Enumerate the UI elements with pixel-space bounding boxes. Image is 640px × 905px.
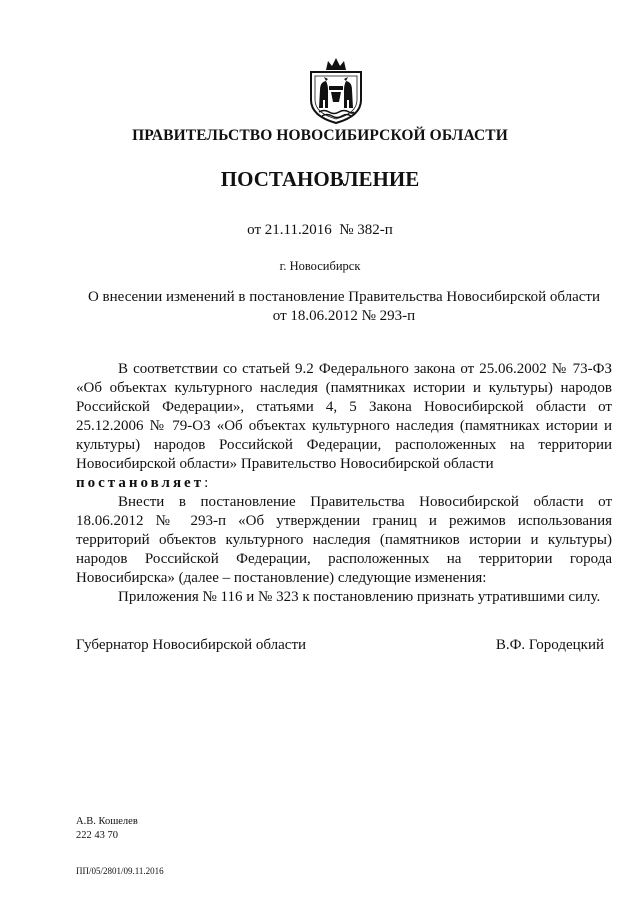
subject-line-2: от 18.06.2012 № 293-п [272,308,416,324]
document-type-title: ПОСТАНОВЛЕНИЕ [220,167,420,191]
issue-city: г. Новосибирск [279,259,361,273]
document-date-number: от 21.11.2016 № 382-п [247,222,393,238]
organization-title: ПРАВИТЕЛЬСТВО НОВОСИБИРСКОЙ ОБЛАСТИ [132,127,508,144]
subject-line-1: О внесении изменений в постановление Правительства Новосибирской области [87,289,601,305]
decree-word: постановляет [76,475,205,491]
decree-colon: : [204,475,209,491]
preamble-paragraph [76,360,612,474]
document-body [76,360,612,607]
novosibirsk-coat-of-arms-icon [307,56,365,126]
paragraph-amendment: Внести в постановление Правительства Новосибирской области от 18.06.2012 № 293-п «Об утверждении границ и режимов использования территорий объектов культурного наследия (памятников истории и культуры) народов Российской Федерации, расположенных на территории города Новосибирска» (далее – постановление) следующие изменения: [76,494,612,586]
preamble-text: В соответствии со статьей 9.2 Федерального закона от 25.06.2002 № 73-ФЗ «Об объектах культурного наследия (памятниках истории и культуры) народов Российской Федерации», статьями 4, 5 Закона Новосибирской области от 25.12.2006 № 79-ОЗ «Об объектах культурного наследия (памятниках истории и культуры) народов Российской Федерации, расположенных на территории Новосибирской области» Правительство Новосибирской области [76,361,612,472]
executor-name: А.В. Кошелев [76,816,138,827]
decree-line [76,474,612,493]
document-code: ПП/05/2801/09.11.2016 [76,866,164,876]
executor-phone: 222 43 70 [76,830,118,841]
signatory-position: Губернатор Новосибирской области [76,637,307,653]
document-subject [76,288,612,326]
paragraph-repeal: Приложения № 116 и № 323 к постановлению признать утратившими силу. [118,589,601,605]
signatory-name: В.Ф. Городецкий [495,637,604,653]
